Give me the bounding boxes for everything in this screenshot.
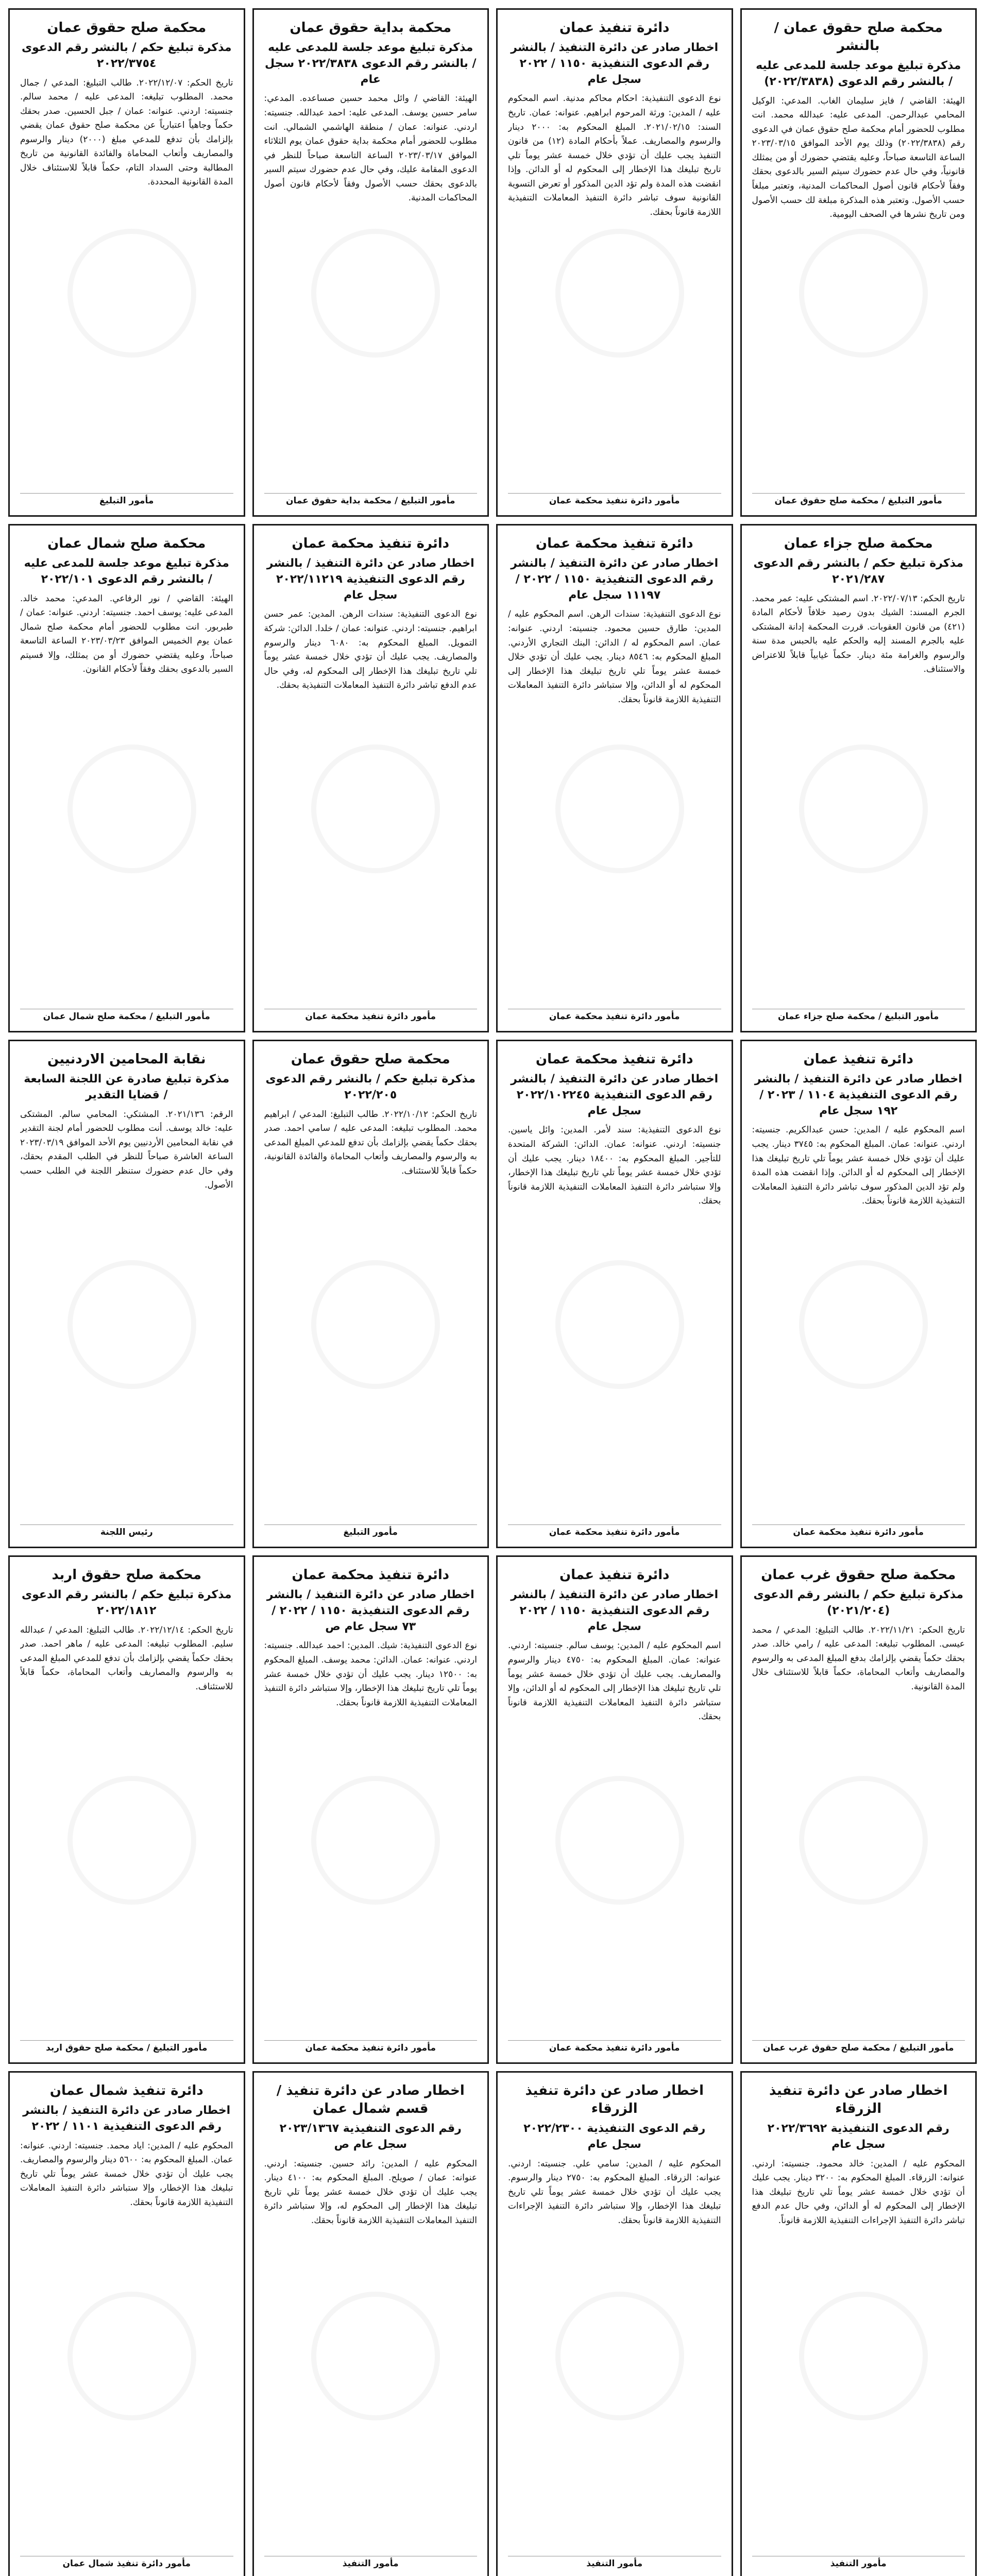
legal-notice (496, 1040, 733, 1548)
notice-title: دائرة تنفيذ شمال عمان (49, 2083, 203, 2098)
notice-subtitle: مذكرة تبليغ حكم / بالنشر رقم الدعوى ٢٠٢١/٢٨٧ (753, 557, 964, 586)
notice-body: تاريخ الحكم: ٢٠٢٢/١٢/٠٧. طالب التبليغ: المدعي / جمال محمد. المطلوب تبليغه: المدعى عليه / محمد سالم. جنسيته: اردني. عنوانه: عمان / جبل الحسين. صدر بحقك حكماً وجاهياً اعتبارياً عن محكمة صلح حقوق عمان يقضي بإلزامك بأن تدفع للمدعي مبلغ (٢٠٠٠) دينار والرسوم والمصاريف وأتعاب المحاماة والفائدة القانونية من تاريخ المطالبة وحتى السداد التام، حكماً قابلاً للاستئناف خلال المدة القانونية المحددة. (20, 77, 233, 188)
notice-title: محكمة بداية حقوق عمان (290, 20, 452, 36)
notice-footer: مأمور دائرة تنفيذ محكمة عمان (264, 1009, 478, 1022)
legal-notice (496, 524, 733, 1032)
notice-body: تاريخ الحكم: ٢٠٢٢/٠٧/١٣. اسم المشتكى عليه: عمر محمد. الجرم المسند: الشيك بدون رصيد خلافاً لأحكام المادة (٤٢١) من قانون العقوبات. قررت المحكمة إدانة المشتكى عليه بالجرم المسند إليه والحكم عليه بالحبس مدة سنة والرسوم والغرامة مئة دينار. حكماً غيابياً قابلاً للاعتراض والاستئناف. (752, 593, 965, 675)
legal-notice (8, 1040, 245, 1548)
notice-subtitle: مذكرة تبليغ حكم / بالنشر رقم الدعوى ٢٠٢٢/٣٧٥٤ (21, 41, 232, 70)
notice-title: دائرة تنفيذ عمان (803, 1052, 913, 1067)
notice-title: دائرة تنفيذ عمان (559, 20, 670, 36)
notice-footer: مأمور التنفيذ (752, 2556, 965, 2569)
legal-notice (496, 1555, 733, 2064)
notice-subtitle: اخطار صادر عن دائرة التنفيذ / بالنشر رقم الدعوى التنفيذية ٢٠٢٢/١٠٢٢٤٥ سجل عام (511, 1073, 719, 1117)
notice-body: الهيئة: القاضي / نور الرفاعي. المدعي: محمد خالد. المدعى عليه: يوسف احمد. جنسيته: اردني. عنوانه: عمان / طبربور. انت مطلوب للحضور أمام محكمة صلح شمال عمان يوم الخميس الموافق ٢٠٢٣/٠٣/٢٣ الساعة التاسعة صباحاً، وعليه يقتضي حضورك أو من يمثلك، وإلا فسيتم السير بالدعوى بحقك وفقاً لأحكام القانون. (20, 593, 233, 675)
notice-title: نقابة المحامين الاردنيين (47, 1052, 206, 1067)
notice-body: نوع الدعوى التنفيذية: سند لأمر. المدين: وائل ياسين. جنسيته: اردني. عنوانه: عمان. الدائن: الشركة المتحدة للتأجير. المبلغ المحكوم به: ١٨٤٠٠ دينار. يجب عليك أن تؤدي خلال خمسة عشر يوماً تلي تاريخ تبليغك هذا الإخطار، وإلا ستباشر دائرة التنفيذ المعاملات التنفيذية اللازمة قانوناً بحقك. (508, 1125, 721, 1207)
notice-subtitle: اخطار صادر عن دائرة التنفيذ / بالنشر رقم الدعوى التنفيذية ١١٠١ / ٢٠٢٢ (23, 2104, 231, 2133)
notice-footer: مأمور دائرة تنفيذ شمال عمان (20, 2556, 233, 2569)
notice-footer: مأمور دائرة تنفيذ محكمة عمان (508, 1009, 721, 1022)
legal-notice (740, 8, 977, 517)
notice-title: اخطار صادر عن دائرة تنفيذ الزرقاء (769, 2083, 948, 2117)
notice-footer: مأمور دائرة تنفيذ محكمة عمان (508, 1524, 721, 1537)
notice-title: دائرة تنفيذ محكمة عمان (535, 536, 693, 551)
notice-footer: مأمور التنفيذ (264, 2556, 478, 2569)
notice-body: نوع الدعوى التنفيذية: احكام محاكم مدنية. اسم المحكوم عليه / المدين: ورثة المرحوم ابراهيم. عنوانه: عمان. تاريخ السند: ٢٠٢١/٠٢/١٥. المبلغ المحكوم به: ٢٠٠٠ دينار والرسوم والمصاريف. عملاً بأحكام المادة (١٢) من قانون التنفيذ يجب عليك أن تؤدي خلال خمسة عشر يوماً تلي تاريخ تبليغك هذا الإخطار إلى المحكوم له أو الدائن. وإذا انقضت هذه المدة ولم تؤد الدين المذكور أو تعرض التسوية القانونية سوف تباشر دائرة التنفيذ المعاملات التنفيذية اللازمة قانوناً بحقك. (508, 93, 721, 217)
notice-subtitle: مذكرة تبليغ موعد جلسة للمدعى عليه / بالنشر رقم الدعوى (٢٠٢٢/٣٨٣٨) (756, 59, 961, 88)
notice-title: محكمة صلح حقوق عمان / بالنشر (774, 20, 943, 54)
notice-title: دائرة تنفيذ عمان (559, 1567, 670, 1583)
notice-title: اخطار صادر عن دائرة تنفيذ / قسم شمال عمان (276, 2083, 465, 2117)
legal-notice (8, 8, 245, 517)
notice-subtitle: رقم الدعوى التنفيذية ٢٠٢٣/١٣٦٧ سجل عام ص (279, 2122, 462, 2151)
notice-footer: مأمور التنفيذ (508, 2556, 721, 2569)
legal-notice (8, 524, 245, 1032)
notice-subtitle: اخطار صادر عن دائرة التنفيذ / بالنشر رقم الدعوى التنفيذية ٢٠٢٢/١١٢١٩ سجل عام (266, 557, 474, 602)
notice-body: المحكوم عليه / المدين: سامي علي. جنسيته: اردني. عنوانه: الزرقاء. المبلغ المحكوم به: ٢٧٥٠ دينار والرسوم. يجب عليك أن تؤدي خلال خمسة عشر يوماً تلي تاريخ تبليغك هذا الإخطار، وإلا ستباشر دائرة التنفيذ الإجراءات التنفيذية اللازمة قانوناً بحقك. (508, 2158, 721, 2226)
notice-body: المحكوم عليه / المدين: رائد حسين. جنسيته: اردني. عنوانه: عمان / صويلح. المبلغ المحكوم به: ٤١٠٠ دينار. يجب عليك أن تؤدي خلال خمسة عشر يوماً تلي تاريخ تبليغك هذا الإخطار إلى المحكوم له، وإلا ستباشر دائرة التنفيذ المعاملات التنفيذية اللازمة قانوناً بحقك. (264, 2158, 477, 2226)
legal-notice (8, 1555, 245, 2064)
notice-body: نوع الدعوى التنفيذية: سندات الرهن. المدين: عمر حسن ابراهيم. جنسيته: اردني. عنوانه: عمان / خلدا. الدائن: شركة التمويل. المبلغ المحكوم به: ٦٠٨٠ دينار والرسوم والمصاريف. يجب عليك أن تؤدي خلال خمسة عشر يوماً تلي تاريخ تبليغك هذا الإخطار إلى المحكوم له، وفي حال عدم الدفع تباشر دائرة التنفيذ المعاملات التنفيذية بحقك. (264, 609, 477, 691)
notice-subtitle: اخطار صادر عن دائرة التنفيذ / بالنشر رقم الدعوى التنفيذية ١١٠٤ / ٢٠٢٣ / ١٩٢ سجل عام (754, 1073, 962, 1117)
notice-subtitle: مذكرة تبليغ موعد جلسة للمدعى عليه / بالنشر رقم الدعوى ٢٠٢٢/٣٨٣٨ سجل عام (264, 41, 477, 86)
notice-footer: مأمور دائرة تنفيذ محكمة عمان (508, 2040, 721, 2053)
notice-subtitle: مذكرة تبليغ صادرة عن اللجنة السابعة / قضايا التقدير (24, 1073, 230, 1101)
notice-subtitle: اخطار صادر عن دائرة التنفيذ / بالنشر رقم الدعوى التنفيذية ١١٥٠ / ٢٠٢٢ / ٧٣ سجل عام ص (266, 1588, 474, 1633)
notice-body: تاريخ الحكم: ٢٠٢٢/١٠/١٢. طالب التبليغ: المدعي / ابراهيم محمد. المطلوب تبليغه: المدعى عليه / سامي احمد. صدر بحقك حكماً يقضي بإلزامك بأن تدفع للمدعي المبلغ المدعى به والرسوم والمصاريف وأتعاب المحاماة والفائدة القانونية، حكماً قابلاً للاستئناف. (264, 1109, 477, 1176)
notice-footer: مأمور دائرة تنفيذ محكمة عمان (752, 1524, 965, 1537)
legal-notice (740, 2071, 977, 2576)
notice-subtitle: مذكرة تبليغ حكم / بالنشر رقم الدعوى ٢٠٢٢/٢٠٥ (265, 1073, 476, 1101)
notice-subtitle: مذكرة تبليغ حكم / بالنشر رقم الدعوى ٢٠٢٢/١٨١٢ (21, 1588, 232, 1617)
notice-subtitle: رقم الدعوى التنفيذية ٢٠٢٢/٢٣٠٠ سجل عام (523, 2122, 706, 2151)
notice-title: محكمة صلح شمال عمان (47, 536, 206, 551)
notice-footer: رئيس اللجنة (20, 1524, 233, 1537)
legal-notice (252, 1040, 489, 1548)
notice-body: الهيئة: القاضي / وائل محمد حسين صساعده. المدعي: سامر حسين يوسف. المدعى عليه: احمد عبدالله. جنسيته: اردني. عنوانه: عمان / منطقة الهاشمي الشمالي. انت مطلوب للحضور أمام محكمة بداية حقوق عمان يوم الثلاثاء الموافق ٢٠٢٣/٠٣/١٧ الساعة التاسعة صباحاً للنظر في الدعوى المقامة عليك، وفي حال عدم حضورك سيتم السير بالدعوى بحقك حسب الأصول وفقاً لأحكام قانون أصول المحاكمات المدنية. (264, 93, 477, 204)
notice-footer: مأمور التبليغ / محكمة صلح حقوق غرب عمان (752, 2040, 965, 2053)
notice-body: تاريخ الحكم: ٢٠٢٢/١١/٢١. طالب التبليغ: المدعي / محمد عيسى. المطلوب تبليغه: المدعى عليه / رامي خالد. صدر بحقك حكماً يقضي بإلزامك بدفع المبلغ المدعى به والرسوم والمصاريف وأتعاب المحاماة، حكماً قابلاً للاستئناف خلال المدة القانونية. (752, 1624, 965, 1692)
legal-notice (740, 524, 977, 1032)
notice-body: المحكوم عليه / المدين: خالد محمود. جنسيته: اردني. عنوانه: الزرقاء. المبلغ المحكوم به: ٣٢٠٠ دينار. يجب عليك أن تؤدي خلال خمسة عشر يوماً تلي تاريخ تبليغك هذا الإخطار إلى المحكوم له أو الدائن، وفي حال عدم الدفع تباشر دائرة التنفيذ الإجراءات التنفيذية اللازمة قانوناً. (752, 2158, 965, 2226)
notice-subtitle: رقم الدعوى التنفيذية ٢٠٢٢/٣٦٩٢ سجل عام (767, 2122, 949, 2151)
legal-notice (252, 8, 489, 517)
legal-notice (252, 524, 489, 1032)
notice-footer: مأمور دائرة تنفيذ محكمة عمان (264, 2040, 478, 2053)
legal-notice (496, 8, 733, 517)
legal-notice (496, 2071, 733, 2576)
notices-grid (8, 8, 977, 2576)
legal-notice (740, 1555, 977, 2064)
notice-subtitle: اخطار صادر عن دائرة التنفيذ / بالنشر رقم الدعوى التنفيذية ١١٥٠ / ٢٠٢٢ سجل عام (511, 1588, 719, 1633)
notice-title: دائرة تنفيذ محكمة عمان (292, 536, 450, 551)
notice-footer: مأمور التبليغ / محكمة صلح حقوق عمان (752, 493, 965, 506)
notice-title: محكمة صلح حقوق عمان (47, 20, 207, 36)
notice-title: محكمة صلح حقوق عمان (291, 1052, 450, 1067)
notice-footer: مأمور التبليغ (264, 1524, 478, 1537)
legal-notice (740, 1040, 977, 1548)
notice-footer: مأمور التبليغ / محكمة بداية حقوق عمان (264, 493, 478, 506)
notice-footer: مأمور التبليغ / محكمة صلح جزاء عمان (752, 1009, 965, 1022)
notice-subtitle: اخطار صادر عن دائرة التنفيذ / بالنشر رقم الدعوى التنفيذية ١١٥٠ / ٢٠٢٢ سجل عام (511, 41, 719, 86)
notice-footer: مأمور التبليغ (20, 493, 233, 506)
notice-body: الرقم: ٢٠٢١/١٣٦. المشتكي: المحامي سالم. المشتكى عليه: خالد يوسف. أنت مطلوب للحضور أمام لجنة التقدير في نقابة المحامين الأردنيين يوم الأحد الموافق ٢٠٢٣/٠٣/١٩ الساعة العاشرة صباحاً للنظر في الطلب المقدم بحقك، وفي حال عدم حضورك ستنظر اللجنة في الطلب حسب الأصول. (20, 1109, 233, 1191)
legal-notice (252, 1555, 489, 2064)
notice-body: تاريخ الحكم: ٢٠٢٢/١٢/١٤. طالب التبليغ: المدعي / عبدالله سليم. المطلوب تبليغه: المدعى عليه / ماهر احمد. صدر بحقك حكماً يقضي بإلزامك بأن تدفع للمدعي المبلغ المدعى به والرسوم والمصاريف وأتعاب المحاماة، حكماً قابلاً للاستئناف. (20, 1624, 233, 1692)
notice-body: اسم المحكوم عليه / المدين: يوسف سالم. جنسيته: اردني. عنوانه: عمان. المبلغ المحكوم به: ٤٧٥٠ دينار والرسوم والمصاريف. يجب عليك أن تؤدي خلال خمسة عشر يوماً تلي تاريخ تبليغك هذا الإخطار إلى المحكوم له أو الدائن، وإلا ستباشر دائرة التنفيذ المعاملات التنفيذية اللازمة قانوناً بحقك. (508, 1640, 721, 1722)
notice-body: اسم المحكوم عليه / المدين: حسن عبدالكريم. جنسيته: اردني. عنوانه: عمان. المبلغ المحكوم به: ٣٧٤٥ دينار. يجب عليك أن تؤدي خلال خمسة عشر يوماً تلي تاريخ تبليغك هذا الإخطار إلى المحكوم له أو الدائن. وإذا انقضت هذه المدة ولم تؤد الدين المذكور سوف تباشر دائرة التنفيذ المعاملات التنفيذية اللازمة قانوناً بحقك. (752, 1125, 965, 1207)
legal-notice (252, 2071, 489, 2576)
legal-notice (8, 2071, 245, 2576)
notice-body: المحكوم عليه / المدين: اياد محمد. جنسيته: اردني. عنوانه: عمان. المبلغ المحكوم به: ٥٦٠٠ دينار والرسوم والمصاريف. يجب عليك أن تؤدي خلال خمسة عشر يوماً تلي تاريخ تبليغك هذا الإخطار، وإلا ستباشر دائرة التنفيذ المعاملات التنفيذية اللازمة قانوناً بحقك. (20, 2140, 233, 2208)
notice-title: محكمة صلح حقوق اربد (52, 1567, 201, 1583)
notice-body: الهيئة: القاضي / فايز سليمان الغاب. المدعي: الوكيل المحامي عبدالرحمن. المدعى عليه: عبدالله محمد. انت مطلوب للحضور أمام محكمة صلح حقوق عمان في الدعوى رقم (٢٠٢٢/٣٨٣٨) وذلك يوم الأحد الموافق ٢٠٢٣/٠٣/١٥ الساعة التاسعة صباحاً، وعليه يقتضي حضورك أو من يمثلك قانونياً، وفي حال عدم حضورك سيتم السير بالدعوى بحقك وفقاً لأحكام قانون أصول المحاكمات المدنية، وتعتبر مبلغاً حسب الأصول. وتعتبر هذه المذكرة مبلغة لك حسب الأصول ومن تاريخ نشرها في الصحف اليومية. (752, 95, 965, 220)
notice-title: دائرة تنفيذ محكمة عمان (292, 1567, 450, 1583)
notice-subtitle: اخطار صادر عن دائرة التنفيذ / بالنشر رقم الدعوى التنفيذية ١١٥٠ / ٢٠٢٢ / ١١١٩٧ سجل عام (511, 557, 719, 602)
notice-body: نوع الدعوى التنفيذية: شيك. المدين: احمد عبدالله. جنسيته: اردني. عنوانه: عمان. الدائن: محمد يوسف. المبلغ المحكوم به: ١٢٥٠٠ دينار. يجب عليك أن تؤدي خلال خمسة عشر يوماً تلي تاريخ تبليغك هذا الإخطار، وإلا ستباشر دائرة التنفيذ المعاملات التنفيذية اللازمة قانوناً بحقك. (264, 1640, 477, 1708)
notice-title: محكمة صلح حقوق غرب عمان (761, 1567, 956, 1583)
notice-subtitle: مذكرة تبليغ موعد جلسة للمدعى عليه / بالنشر رقم الدعوى ٢٠٢٢/١٠١ (24, 557, 229, 586)
notice-footer: مأمور التبليغ / محكمة صلح شمال عمان (20, 1009, 233, 1022)
notice-title: اخطار صادر عن دائرة تنفيذ الزرقاء (525, 2083, 704, 2117)
notice-title: دائرة تنفيذ محكمة عمان (535, 1052, 693, 1067)
notice-footer: مأمور دائرة تنفيذ محكمة عمان (508, 493, 721, 506)
notice-title: محكمة صلح جزاء عمان (784, 536, 933, 551)
notice-body: نوع الدعوى التنفيذية: سندات الرهن. اسم المحكوم عليه / المدين: طارق حسين محمود. جنسيته: اردني. عنوانه: عمان. اسم المحكوم له / الدائن: البنك التجاري الأردني. المبلغ المحكوم به: ٨٥٤٦ دينار. يجب عليك أن تؤدي خلال خمسة عشر يوماً تلي تاريخ تبليغك هذا الإخطار إلى المحكوم له أو الدائن، وإلا ستباشر دائرة التنفيذ المعاملات التنفيذية اللازمة قانوناً بحقك. (508, 609, 721, 705)
notice-subtitle: مذكرة تبليغ حكم / بالنشر رقم الدعوى (٢٠٢١/٢٠٤) (753, 1588, 964, 1617)
notice-footer: مأمور التبليغ / محكمة صلح حقوق اربد (20, 2040, 233, 2053)
